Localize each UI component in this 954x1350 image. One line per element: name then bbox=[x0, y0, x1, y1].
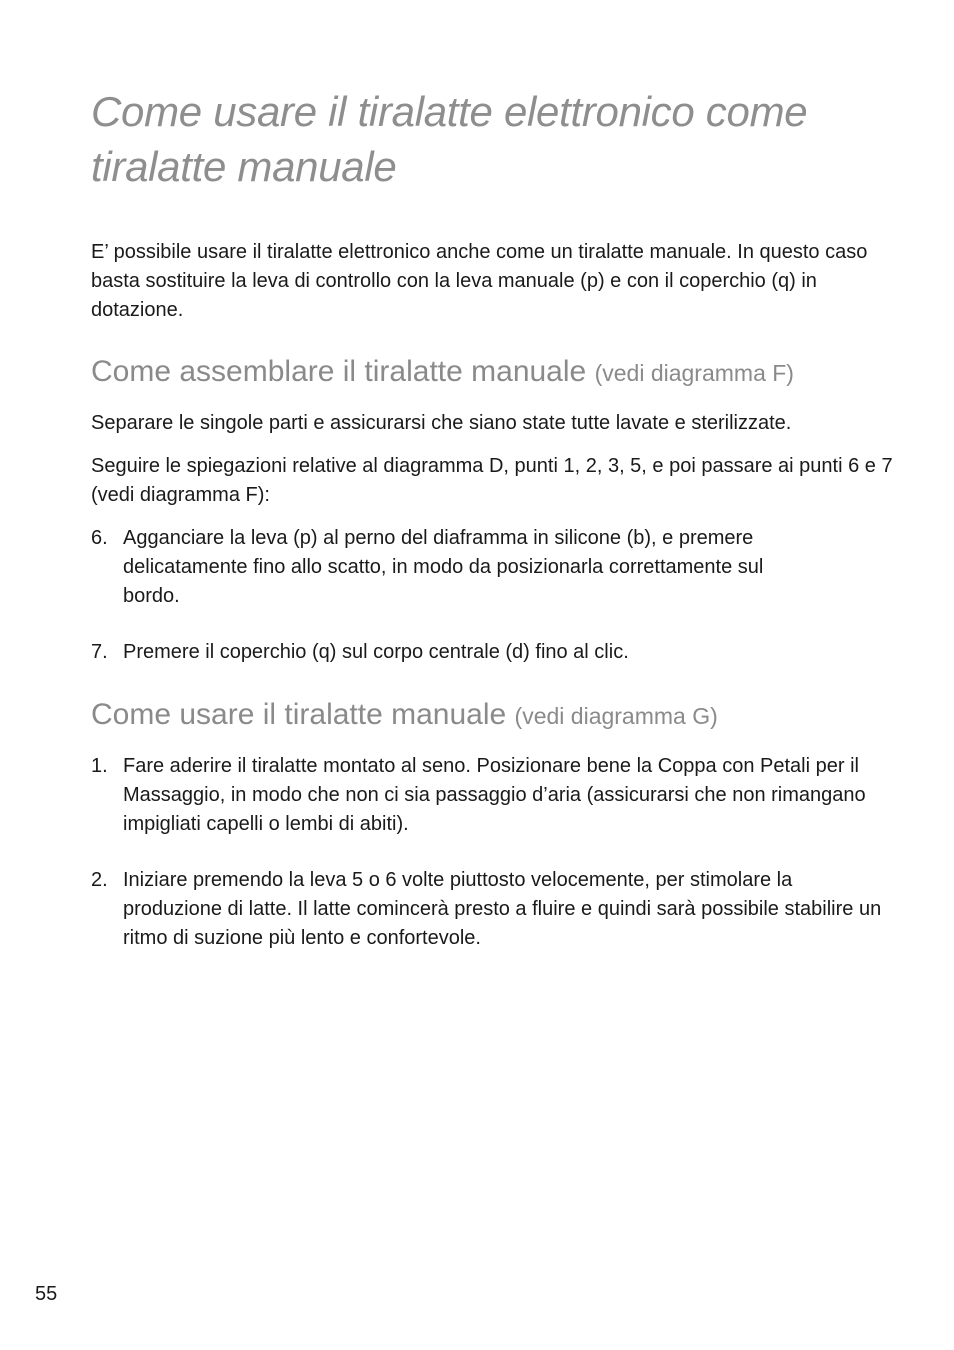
assemble-paragraph-1: Separare le singole parti e assicurarsi che siano state tutte lavate e sterilizzate. bbox=[91, 412, 792, 434]
list-item bbox=[91, 752, 881, 839]
list-item-text: Agganciare la leva (p) al perno del diaframma in silicone (b), e premere delicatamente fino allo scatto, in modo da posizionarla correttamente sul bordo. bbox=[123, 527, 764, 607]
assemble-paragraph-2: Seguire le spiegazioni relative al diagramma D, punti 1, 2, 3, 5, e poi passare ai punti 6 e 7 (vedi diagramma F): bbox=[91, 455, 893, 506]
list-item-number: 6. bbox=[91, 527, 108, 549]
list-item-number: 2. bbox=[91, 869, 108, 891]
list-item-text: Fare aderire il tiralatte montato al seno. Posizionare bene la Coppa con Petali per il Massaggio, in modo che non ci sia passaggio d’aria (assicurarsi che non rimangano impigliati capelli o lembi di abiti). bbox=[123, 755, 866, 835]
list-item-text: Iniziare premendo la leva 5 o 6 volte piuttosto velocemente, per stimolare la produzione di latte. Il latte comincerà presto a fluire e quindi sarà possibile stabilire un ritmo di suzione più lento e confortevole. bbox=[123, 869, 882, 949]
list-item bbox=[91, 638, 891, 667]
section-heading-text: Come usare il tiralatte manuale bbox=[91, 698, 507, 731]
section-heading-use bbox=[91, 697, 718, 734]
section-heading-ref: (vedi diagramma G) bbox=[514, 703, 718, 729]
list-item bbox=[91, 524, 811, 611]
page-title: Come usare il tiralatte elettronico come tiralatte manuale bbox=[91, 88, 808, 190]
list-item-number: 1. bbox=[91, 755, 108, 777]
section-heading-text: Come assemblare il tiralatte manuale bbox=[91, 355, 587, 388]
intro-paragraph: E’ possibile usare il tiralatte elettronico anche come un tiralatte manuale. In questo caso basta sostituire la leva di controllo con la leva manuale (p) e con il coperchio (q) in dotazione. bbox=[91, 241, 868, 321]
list-item-number: 7. bbox=[91, 641, 108, 663]
list-item bbox=[91, 866, 886, 953]
page-number: 55 bbox=[35, 1283, 58, 1305]
list-item-text: Premere il coperchio (q) sul corpo centrale (d) fino al clic. bbox=[123, 641, 629, 663]
section-heading-assemble bbox=[91, 354, 794, 391]
section-heading-ref: (vedi diagramma F) bbox=[594, 360, 794, 386]
